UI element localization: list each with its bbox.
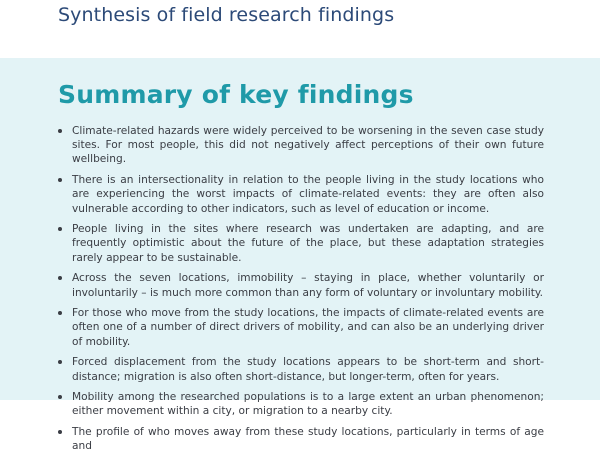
finding-item bbox=[58, 306, 544, 349]
bullet-icon bbox=[58, 395, 62, 399]
page-header bbox=[0, 0, 600, 58]
finding-item bbox=[58, 124, 544, 167]
finding-item bbox=[58, 390, 544, 418]
finding-item bbox=[58, 355, 544, 383]
findings-list bbox=[58, 124, 544, 460]
finding-item bbox=[58, 425, 544, 453]
finding-item bbox=[58, 173, 544, 216]
finding-text: Climate-related hazards were widely perceived to be worsening in the seven case study sites. For most people, this did not negatively affect perceptions of their own future wellbeing. bbox=[72, 125, 544, 166]
finding-item bbox=[58, 222, 544, 265]
bullet-icon bbox=[58, 360, 62, 364]
finding-text: Forced displacement from the study locations appears to be short-term and short-distance; migration is also often short-distance, but longer-term, often for years. bbox=[72, 356, 544, 383]
finding-text: For those who move from the study locations, the impacts of climate-related events are often one of a number of direct drivers of mobility, and can also be an underlying driver of mobility. bbox=[72, 307, 544, 348]
finding-text: Mobility among the researched populations is to a large extent an urban phenomenon; either movement within a city, or migration to a nearby city. bbox=[72, 391, 544, 418]
finding-text: People living in the sites where research was undertaken are adapting, and are frequently optimistic about the future of the place, but these adaptation strategies rarely appear to be sustainable. bbox=[72, 223, 544, 264]
page-title: Synthesis of field research findings bbox=[58, 4, 395, 26]
bullet-icon bbox=[58, 311, 62, 315]
finding-item bbox=[58, 271, 544, 299]
bullet-icon bbox=[58, 276, 62, 280]
bullet-icon bbox=[58, 430, 62, 434]
bullet-icon bbox=[58, 227, 62, 231]
finding-text: The profile of who moves away from these study locations, particularly in terms of age and bbox=[72, 426, 544, 453]
bullet-icon bbox=[58, 129, 62, 133]
summary-panel bbox=[0, 58, 600, 453]
summary-title: Summary of key findings bbox=[58, 80, 414, 109]
finding-text: There is an intersectionality in relation to the people living in the study locations who are experiencing the worst impacts of climate-related events: they are often also vulnerable according to other indicators, such as level of education or income. bbox=[72, 174, 544, 215]
bullet-icon bbox=[58, 178, 62, 182]
finding-text: Across the seven locations, immobility – staying in place, whether voluntarily or involuntarily – is much more common than any form of voluntary or involuntary mobility. bbox=[72, 272, 544, 299]
